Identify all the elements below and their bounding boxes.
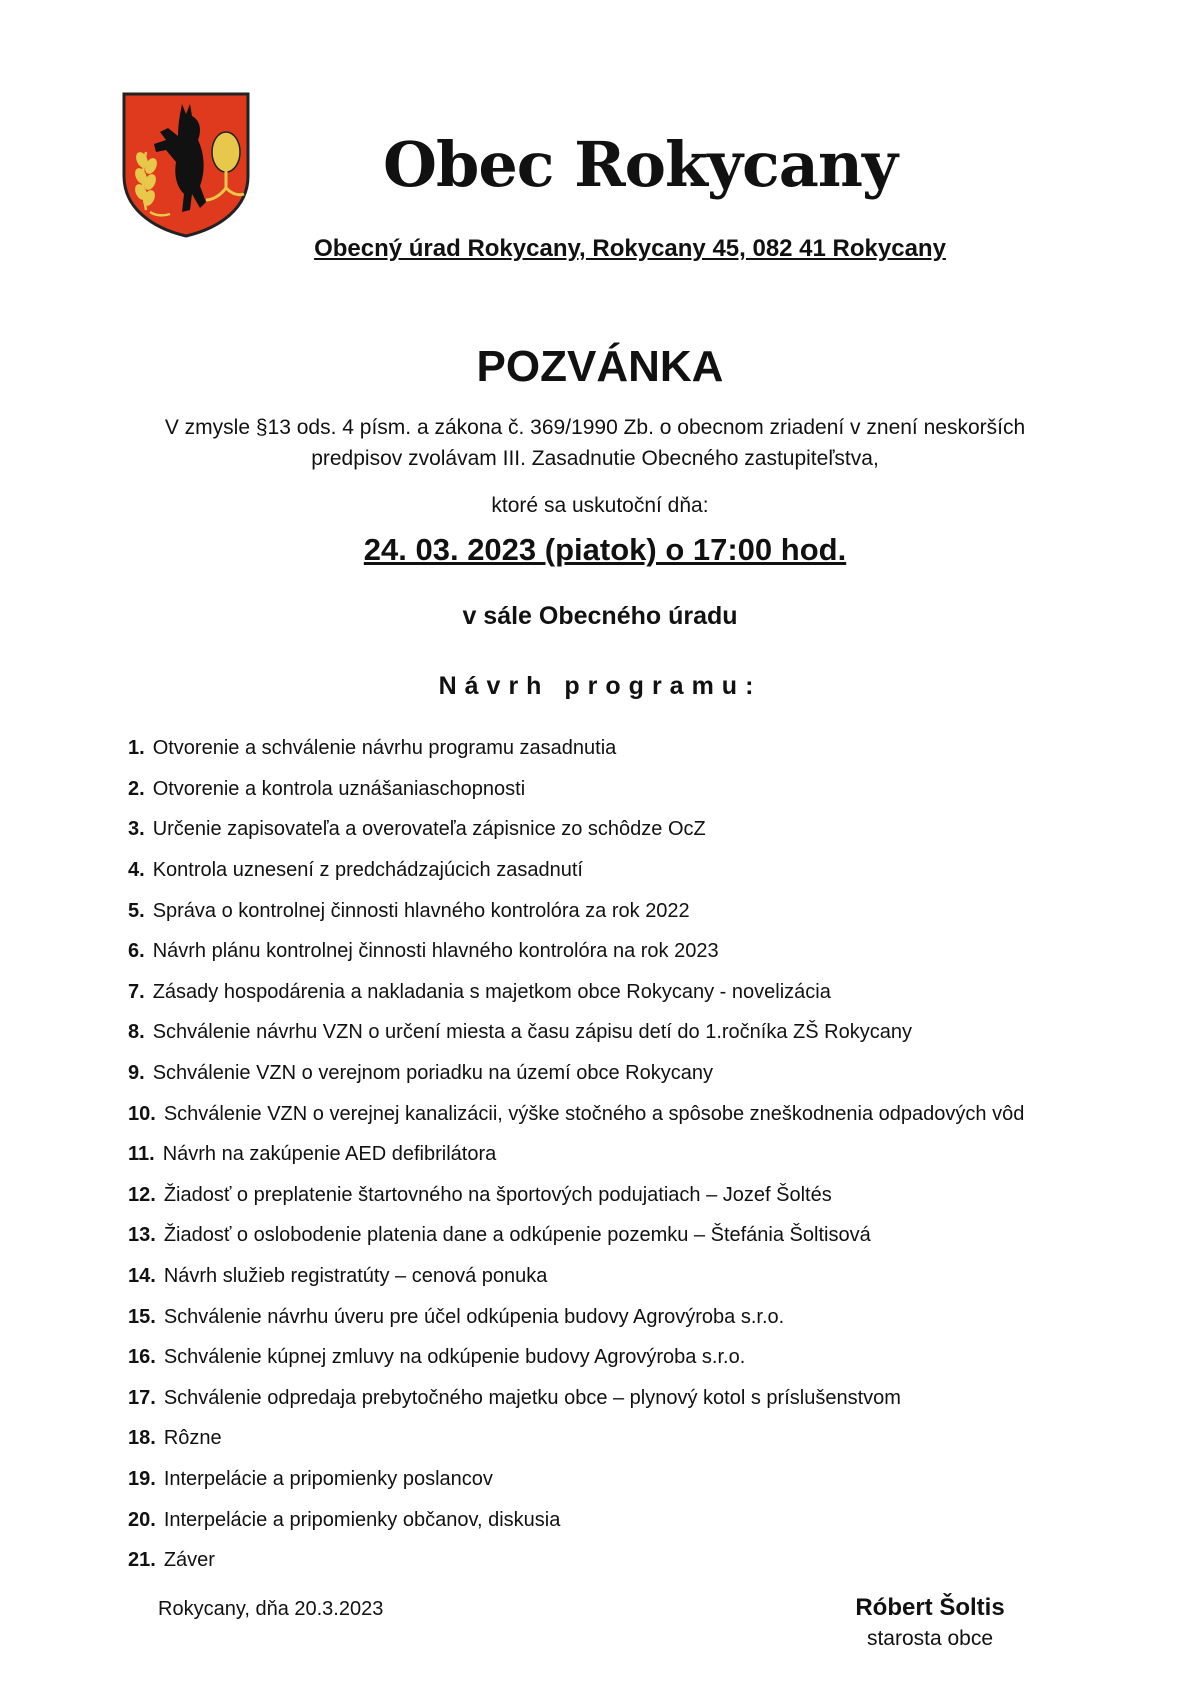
agenda-item: [128, 1499, 1068, 1540]
agenda-item-text: Určenie zapisovateľa a overovateľa zápisnice zo schôdze OcZ: [152, 818, 706, 841]
agenda-item-text: Rôzne: [163, 1427, 222, 1450]
agenda-item-number: 1.: [128, 737, 145, 760]
agenda-item: [128, 1378, 1068, 1419]
agenda-item-text: Otvorenie a kontrola uznášaniaschopnosti: [152, 777, 526, 800]
intro-line-2: predpisov zvolávam III. Zasadnutie Obecného zastupiteľstva,: [311, 447, 879, 470]
intro-line-1: V zmysle §13 ods. 4 písm. a zákona č. 369/1990 Zb. o obecnom zriadení v znení neskorších: [164, 416, 1026, 439]
agenda-item: [128, 850, 1068, 891]
office-address: Obecný úrad Rokycany, Rokycany 45, 082 41 Rokycany: [314, 235, 946, 262]
signature-block: [820, 1592, 1040, 1654]
invitation-intro: [130, 412, 1060, 474]
agenda-list: [128, 728, 1068, 1580]
agenda-item-number: 13.: [128, 1224, 156, 1247]
agenda-item-number: 16.: [128, 1346, 156, 1369]
agenda-item: [128, 1337, 1068, 1378]
agenda-item-text: Otvorenie a schválenie návrhu programu zasadnutia: [152, 737, 617, 760]
agenda-item-number: 6.: [128, 940, 145, 963]
agenda-item-number: 14.: [128, 1265, 156, 1288]
agenda-item: [128, 1540, 1068, 1581]
agenda-item-text: Návrh plánu kontrolnej činnosti hlavného kontrolóra na rok 2023: [152, 940, 719, 963]
signer-role: starosta obce: [866, 1627, 994, 1650]
municipality-title: Obec Rokycany: [382, 128, 898, 201]
agenda-item-text: Schválenie odpredaja prebytočného majetku obce – plynový kotol s príslušenstvom: [163, 1386, 901, 1409]
agenda-item: [128, 1093, 1068, 1134]
meeting-place: v sále Obecného úradu: [462, 602, 738, 630]
agenda-item: [128, 728, 1068, 769]
agenda-item-text: Kontrola uznesení z predchádzajúcich zasadnutí: [152, 859, 583, 882]
agenda-item-text: Žiadosť o oslobodenie platenia dane a odkúpenie pozemku – Štefánia Šoltisová: [163, 1224, 871, 1247]
agenda-item: [128, 1296, 1068, 1337]
agenda-item-text: Správa o kontrolnej činnosti hlavného kontrolóra za rok 2022: [152, 899, 690, 922]
agenda-item-text: Interpelácie a pripomienky občanov, diskusia: [163, 1508, 561, 1531]
meeting-date: 24. 03. 2023 (piatok) o 17:00 hod.: [363, 532, 847, 567]
agenda-item-number: 11.: [128, 1143, 155, 1166]
agenda-item: [128, 1134, 1068, 1175]
agenda-item-number: 18.: [128, 1427, 156, 1450]
agenda-item-number: 17.: [128, 1386, 156, 1409]
agenda-item-text: Schválenie VZN o verejnom poriadku na území obce Rokycany: [152, 1062, 713, 1085]
agenda-item: [128, 1256, 1068, 1297]
agenda-item: [128, 769, 1068, 810]
agenda-item: [128, 1418, 1068, 1459]
agenda-item-number: 3.: [128, 818, 145, 841]
agenda-item: [128, 1215, 1068, 1256]
agenda-item-text: Schválenie VZN o verejnej kanalizácii, výške stočného a spôsobe zneškodnenia odpadových vôd: [163, 1102, 1025, 1125]
program-title: Návrh programu:: [438, 672, 762, 700]
agenda-item-text: Schválenie návrhu VZN o určení miesta a času zápisu detí do 1.ročníka ZŠ Rokycany: [152, 1021, 912, 1044]
agenda-item: [128, 1175, 1068, 1216]
agenda-item-number: 2.: [128, 777, 145, 800]
agenda-item-text: Návrh na zakúpenie AED defibrilátora: [162, 1143, 497, 1166]
agenda-item-number: 4.: [128, 859, 145, 882]
invitation-heading: POZVÁNKA: [476, 342, 724, 391]
agenda-item-text: Schválenie kúpnej zmluvy na odkúpenie budovy Agrovýroba s.r.o.: [163, 1346, 746, 1369]
agenda-item-number: 9.: [128, 1062, 145, 1085]
agenda-item: [128, 809, 1068, 850]
agenda-item: [128, 1012, 1068, 1053]
agenda-item-text: Schválenie návrhu úveru pre účel odkúpenia budovy Agrovýroba s.r.o.: [163, 1305, 785, 1328]
agenda-item: [128, 972, 1068, 1013]
agenda-item-text: Interpelácie a pripomienky poslancov: [163, 1467, 493, 1490]
signer-name: Róbert Šoltis: [855, 1594, 1005, 1621]
agenda-item-number: 19.: [128, 1467, 156, 1490]
place-and-date: Rokycany, dňa 20.3.2023: [158, 1598, 384, 1620]
agenda-item-number: 5.: [128, 899, 145, 922]
agenda-item: [128, 890, 1068, 931]
agenda-item: [128, 1459, 1068, 1500]
agenda-item: [128, 1053, 1068, 1094]
date-intro: ktoré sa uskutoční dňa:: [491, 494, 709, 517]
agenda-item-text: Žiadosť o preplatenie štartovného na športových podujatiach – Jozef Šoltés: [163, 1183, 832, 1206]
agenda-item-text: Záver: [163, 1549, 215, 1572]
agenda-item-number: 12.: [128, 1183, 156, 1206]
agenda-item-number: 21.: [128, 1549, 156, 1572]
agenda-item-text: Zásady hospodárenia a nakladania s majetkom obce Rokycany - novelizácia: [152, 980, 831, 1003]
agenda-item-number: 15.: [128, 1305, 156, 1328]
agenda-item-text: Návrh služieb registratúty – cenová ponuka: [163, 1265, 548, 1288]
agenda-item-number: 7.: [128, 980, 145, 1003]
agenda-item-number: 8.: [128, 1021, 145, 1044]
coat-of-arms: [120, 90, 252, 240]
agenda-item-number: 20.: [128, 1508, 156, 1531]
agenda-item: [128, 931, 1068, 972]
agenda-item-number: 10.: [128, 1102, 156, 1125]
